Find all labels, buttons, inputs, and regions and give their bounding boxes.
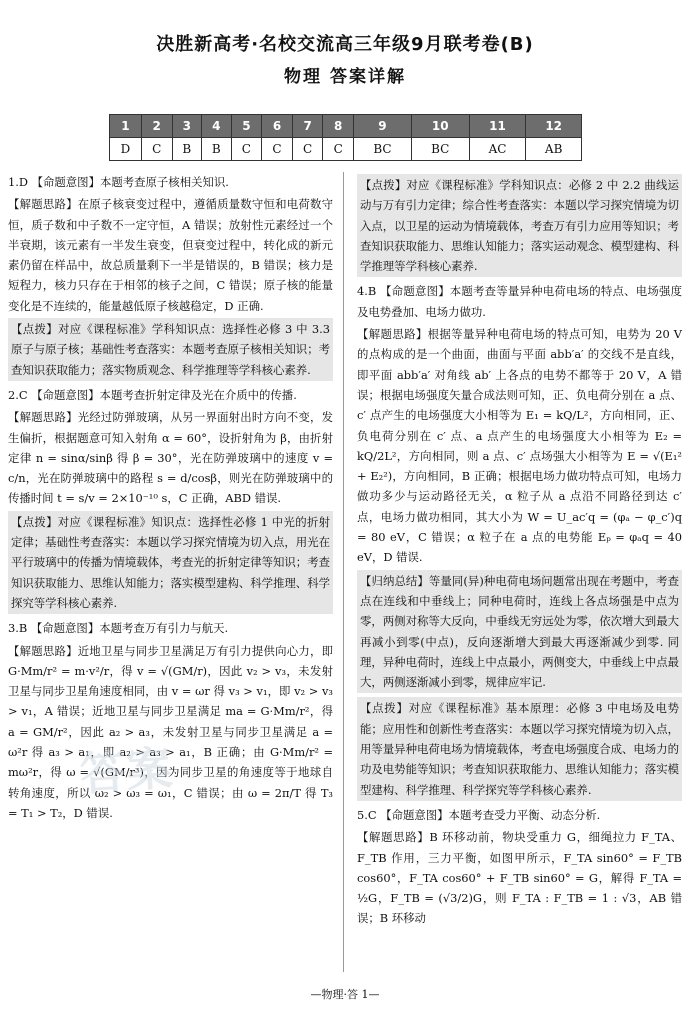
answer-table-number-cell: 10 [411,115,469,138]
answer-table-number-cell: 12 [526,115,582,138]
answer-table-header-row [110,115,582,138]
answer-table-answer-cell: C [323,138,354,161]
answer-table-answer-row [110,138,582,161]
answer-table-number-cell: 7 [292,115,323,138]
answer-table-answer-cell: C [262,138,293,161]
column-divider [343,172,344,972]
answer-table-answer-cell: AB [526,138,582,161]
answer-table-answer-cell: AC [469,138,526,161]
answer-table-number-cell: 2 [141,115,172,138]
page-footer: —物理·答 1— [310,988,380,1001]
answer-table-answer-cell: BC [354,138,412,161]
solution-paragraph: 1.D 【命题意图】本题考查原子核相关知识. [8,175,229,189]
annotation-box: 【点拨】对应《课程标准》基本原理：必修 3 中电场及电势能；应用性和创新性考查落实：本题以学习探究情境为切入点，用等量异种电荷电场为情境载体，考查电场强度合成、电场力的功及电势能等知识；考查知识获取能力、思维认知能力；落实模型建构、科学推理、科学探究等学科核心素养. [357,697,682,800]
right-column [357,172,682,931]
answer-table-answer-cell: C [231,138,262,161]
solution-paragraph: 【解题思路】光经过防弹玻璃，从另一界面射出时方向不变，发生偏折，根据题意可知入射角 α = 60°，设折射角为 β，由折射定律 n = sinα/sinβ 得 β = 30°，光在防弹玻璃中的速度 v = c/n，光在防弹玻璃中的路程 s = d/cosβ，则光在防弹玻璃中的传播时间 t = s/v = 2×10⁻¹⁰ s，C 正确，ABD 错误. [8,410,333,506]
annotation-box: 【归纳总结】等量同(异)种电荷电场问题常出现在考题中，考查点在连线和中垂线上；同种电荷时，连线上各点场强是中点为零，两侧对称等大反向，中垂线无穷远处为零，依次增大到最大再减小到零(中点)，反向逐渐增大到最大再逐渐减少到零. 同理，异种电荷时，连线上中点最小，两侧变大，中垂线上中点最大，两侧逐渐减小到零，规律应牢记. [357,570,682,694]
solution-paragraph: 【解题思路】近地卫星与同步卫星满足万有引力提供向心力，即 G·Mm/r² = m·v²/r，得 v = √(GM/r)，因此 v₂ > v₃，未发射卫星与同步卫星角速度相同，由 v = ωr 得 v₃ > v₁，即 v₂ > v₃ > v₁，A 错误；近地卫星与同步卫星满足 ma = G·Mm/r²，得 a = GM/r²，因此 a₂ > a₃，未发射卫星与同步卫星满足 a = ω²r 得 a₃ > a₁，即 a₂ > a₃ > a₁，B 正确；由 G·Mm/r² = mω²r，得 ω = √(GM/r³)，因为同步卫星的角速度等于地球自转角速度，所以 ω₂ > ω₃ = ω₁，C 错误；由 ω = 2π/T 得 T₃ = T₁ > T₂，D 错误. [8,643,333,820]
answer-table-answer-cell: B [202,138,232,161]
solution-paragraph: 【解题思路】B 环移动前，物块受重力 G，细绳拉力 F_TA、F_TB 作用，三力平衡，如图甲所示，F_TA sin60° = F_TB cos60°，F_TA cos60° + F_TB sin60° = G，解得 F_TA = ½G，F_TB = (√3/2)G，则 F_TA : F_TB = 1 : √3，AB 错误；B 环移动 [357,830,682,926]
annotation-box: 【点拨】对应《课程标准》学科知识点：必修 2 中 2.2 曲线运动与万有引力定律；综合性考查落实：本题以学习探究情境为切入点，以卫星的运动为情境载体，考查万有引力应用等知识；考查知识获取能力、思维认知能力；落实运动观念、模型建构、科学推理等学科核心素养. [357,174,682,277]
page-subtitle: 物理 答案详解 [284,67,406,87]
solution-paragraph: 4.B 【命题意图】本题考查等量异种电荷电场的特点、电场强度及电势叠加、电场力做功. [357,284,682,319]
answer-table-number-cell: 1 [110,115,142,138]
answer-table-answer-cell: D [110,138,142,161]
answer-table-number-cell: 8 [323,115,354,138]
solution-paragraph: 【解题思路】根据等量异种电荷电场的特点可知，电势为 20 V 的点构成的是一个曲面，曲面与平面 abb′a′ 的交线不是直线，即平面 abb′a′ 对角线 ab′ 上各点的电势不都等于 20 V，A 错误；根据电场强度矢量合成法则可知，正、负电荷分别在 a 点、c′ 点产生的电场强度大小相等为 E₁ = kQ/L²，方向相同，正、负电荷分别在 c′ 点、a 点产生的电场强度大小相等为 E₂ = kQ/2L²，方向相同，则 a 点、c′ 点场强大小相等为 E = √(E₁² + E₂²)，方向相同，B 正确；根据电场力做功特点可知，电场力做功多少与运动路径无关，α 粒子从 a 点沿不同路径到达 c′ 点，电场力做功相同，其大小为 W = U_ac′q = (φₐ − φ_c′)q = 80 eV，C 错误；α 粒子在 a 点的电势能 Eₚ = φₐq = 40 eV，D 错误. [357,327,682,565]
answer-table-number-cell: 5 [231,115,262,138]
annotation-box: 【点拨】对应《课程标准》知识点：选择性必修 1 中光的折射定律；基础性考查落实：本题以学习探究情境为切入点，用光在平行玻璃中的传播为情境载体，考查光的折射定律等知识；考查知识获取能力、思维认知能力；落实模型建构、科学推理、科学探究等学科核心素养. [8,511,333,614]
watermark: 答案 [78,740,174,802]
answer-table-answer-cell: C [141,138,172,161]
answer-table-number-cell: 4 [202,115,232,138]
answer-table [109,114,582,161]
solution-paragraph: 【解题思路】在原子核衰变过程中，遵循质量数守恒和电荷数守恒，质子数和中子数不一定守恒，A 错误；放射性元素经过一个半衰期，该元素有一半发生衰变，但衰变过程中，转化成的新元素仍留在样品中，故总质量剩下一半是错误的，B 错误；核力是短程力，核力只存在于相邻的核子之间，C 错误；原子核的能量变化是不连续的，能量越低原子核越稳定，D 正确. [8,197,333,313]
solution-paragraph: 2.C 【命题意图】本题考查折射定律及光在介质中的传播. [8,387,297,402]
solution-paragraph: 3.B 【命题意图】本题考查万有引力与航天. [8,621,229,636]
page-title: 决胜新高考·名校交流高三年级9月联考卷(B) [156,34,534,55]
answer-table-number-cell: 11 [469,115,526,138]
answer-table-answer-cell: C [292,138,323,161]
answer-table-number-cell: 3 [172,115,202,138]
answer-table-number-cell: 6 [262,115,293,138]
answer-table-answer-cell: B [172,138,202,161]
annotation-box: 【点拨】对应《课程标准》学科知识点：选择性必修 3 中 3.3 原子与原子核；基础性考查落实：本题考查原子核相关知识；考查知识获取能力；落实物质观念、科学推理等学科核心素养. [8,318,333,381]
answer-table-answer-cell: BC [411,138,469,161]
left-column [8,172,333,825]
answer-table-number-cell: 9 [354,115,412,138]
solution-paragraph: 5.C 【命题意图】本题考查受力平衡、动态分析. [357,807,601,822]
